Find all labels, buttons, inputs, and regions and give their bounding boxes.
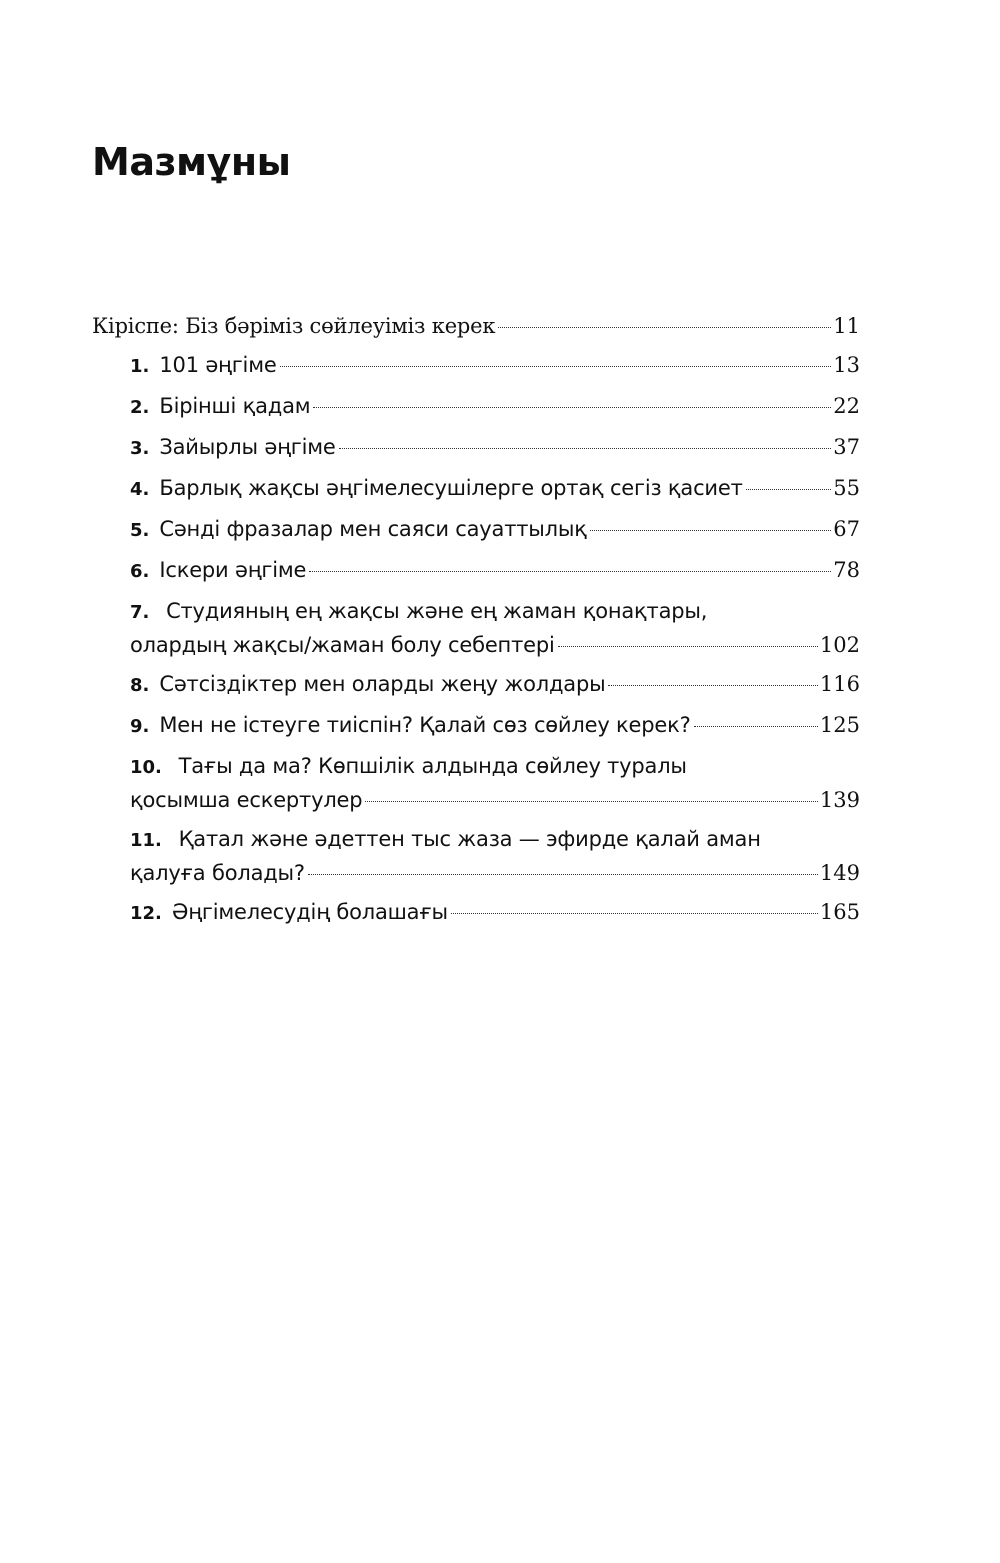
dot-leader <box>280 366 832 367</box>
toc-entry-chapter-5 <box>92 513 860 547</box>
dot-leader <box>694 726 818 727</box>
chapter-number: 1. <box>130 356 150 377</box>
toc-entry-chapter-12 <box>92 896 860 930</box>
toc-entry-title: Сәтсіздіктер мен оларды жеңу жолдары <box>159 672 606 696</box>
dot-leader <box>313 407 831 408</box>
dot-leader <box>558 646 818 647</box>
toc-entry-title-line1: Тағы да ма? Көпшілік алдында сөйлеу туралы <box>178 754 687 778</box>
toc-entry-chapter-9 <box>92 709 860 743</box>
toc-entry-chapter-11 <box>92 823 860 889</box>
toc-entry-title-line1: Студияның ең жақсы және ең жаман қонақтары, <box>166 599 708 623</box>
toc-entry-chapter-7 <box>92 595 860 661</box>
toc-page-number: 165 <box>819 900 860 924</box>
toc-page-number: 116 <box>819 672 860 696</box>
dot-leader <box>746 489 832 490</box>
toc-entry-title: Іскери әңгіме <box>159 558 307 582</box>
toc-entry-intro <box>92 310 860 342</box>
toc-entry-title: Сәнді фразалар мен саяси сауаттылық <box>159 517 587 541</box>
dot-leader <box>498 327 831 328</box>
toc-entry-chapter-3 <box>92 431 860 465</box>
chapter-number: 4. <box>130 479 150 500</box>
dot-leader <box>451 913 818 914</box>
dot-leader <box>365 801 818 802</box>
chapter-number: 10. <box>130 757 162 778</box>
dot-leader <box>608 685 817 686</box>
toc-entry-title: 101 әңгіме <box>159 353 277 377</box>
toc-page-number: 149 <box>819 861 860 885</box>
chapter-number: 7. <box>130 602 150 623</box>
toc-page-number: 102 <box>819 633 860 657</box>
toc-page-number: 37 <box>833 435 860 459</box>
toc-page-number: 78 <box>833 558 860 582</box>
toc-entry-title: Әңгімелесудің болашағы <box>171 900 448 924</box>
dot-leader <box>308 874 818 875</box>
toc-entry-title-line2: олардың жақсы/жаман болу себептері <box>130 633 555 657</box>
toc-page-number: 67 <box>833 517 860 541</box>
chapter-number: 5. <box>130 520 150 541</box>
toc-entry-title-line1: Қатал және әдеттен тыс жаза — эфирде қалай аман <box>178 827 761 851</box>
toc-entry-title: Бірінші қадам <box>159 394 311 418</box>
toc-entry-chapter-6 <box>92 554 860 588</box>
chapter-number: 8. <box>130 675 150 696</box>
toc-entry-title-line2: қосымша ескертулер <box>130 788 363 812</box>
toc-page-number: 13 <box>833 353 860 377</box>
dot-leader <box>339 448 832 449</box>
table-of-contents <box>92 310 860 937</box>
toc-entry-title: Мен не істеуге тиіспін? Қалай сөз сөйлеу керек? <box>159 713 691 737</box>
toc-entry-chapter-10 <box>92 750 860 816</box>
toc-entry-title: Кіріспе: Біз бәріміз сөйлеуіміз керек <box>92 314 496 338</box>
toc-page-number: 125 <box>819 713 860 737</box>
toc-entry-title-line2: қалуға болады? <box>130 861 305 885</box>
chapter-number: 6. <box>130 561 150 582</box>
chapter-number: 3. <box>130 438 150 459</box>
chapter-number: 11. <box>130 830 162 851</box>
toc-entry-title: Барлық жақсы әңгімелесушілерге ортақ сегіз қасиет <box>159 476 743 500</box>
toc-page-number: 139 <box>819 788 860 812</box>
dot-leader <box>590 530 832 531</box>
toc-entry-title: Зайырлы әңгіме <box>159 435 336 459</box>
toc-page-number: 11 <box>833 314 860 338</box>
toc-entry-chapter-4 <box>92 472 860 506</box>
chapter-number: 12. <box>130 903 162 924</box>
toc-entry-chapter-2 <box>92 390 860 424</box>
toc-page-number: 22 <box>833 394 860 418</box>
chapter-number: 2. <box>130 397 150 418</box>
toc-entry-chapter-8 <box>92 668 860 702</box>
toc-entry-chapter-1 <box>92 349 860 383</box>
chapter-number: 9. <box>130 716 150 737</box>
toc-page-number: 55 <box>833 476 860 500</box>
page-title: Мазмұны <box>92 140 291 184</box>
dot-leader <box>309 571 831 572</box>
